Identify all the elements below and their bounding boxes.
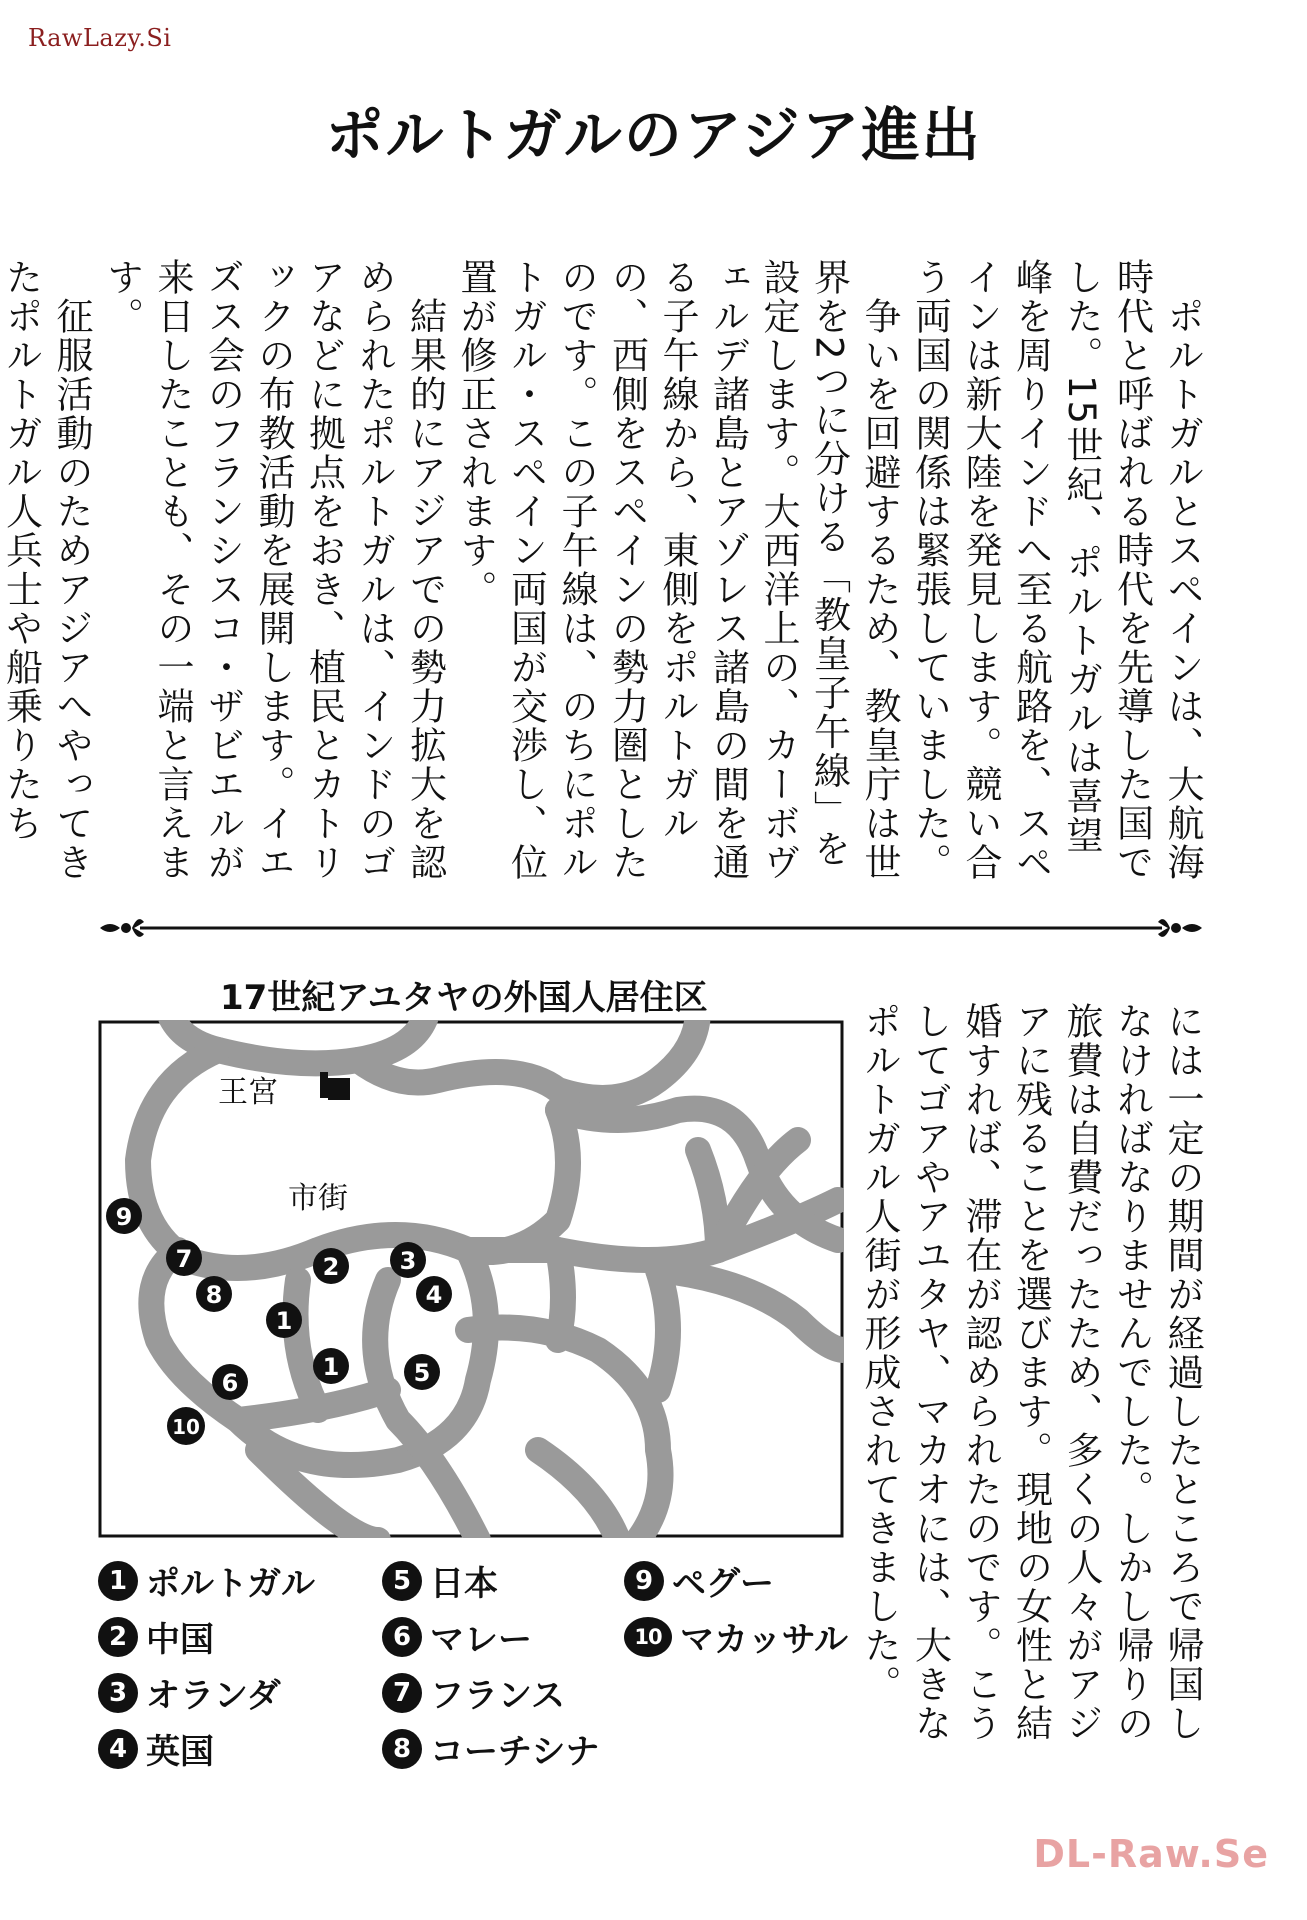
legend-number: 4 bbox=[98, 1729, 138, 1769]
legend-label: 中国 bbox=[146, 1620, 214, 1660]
body-text-top: ポルトガルとスペインは、大航海時代と呼ばれる時代を先導した国でした。15世紀、ポルトガルは喜望峰を周りインドへ至る航路を、スペインは新大陸を発見します。競い合う両国の関係は緊張していました。 争いを回避するため、教皇庁は世界を2つに分ける「教皇子午線」を設定します。大西洋上の、カーボヴェルデ諸島とアゾレス諸島の間を通る子午線から、東側をポルトガルの、西側をスペインの勢力圏としたのです。この子午線は、のちにポルトガル・スペイン両国が交渉し、位置が修正されます。 結果的にアジアでの勢力拡大を認められたポルトガルは、インドのゴアなどに拠点をおき、植民とカトリックの布教活動を展開します。イエズス会のフランシスコ・ザビエルが来日したことも、その一端と言えます。 征服活動のためアジアへやってきたポルトガル人兵士や船乗りたち bbox=[0, 258, 1204, 882]
city-label: 市街 bbox=[288, 1181, 348, 1216]
legend-number: 1 bbox=[98, 1561, 138, 1601]
legend-item bbox=[98, 1724, 214, 1773]
body-text-bottom: には一定の期間が経過したところで帰国しなければなりませんでした。しかし帰りの旅費は自費だったため、多くの人々がアジアに残ることを選びます。現地の女性と結婚すれば、滞在が認められたのです。こうしてゴアやアユタヤ、マカオには、大きなポルトガル人街が形成されてきました。 bbox=[858, 1002, 1204, 1743]
legend-number: 7 bbox=[382, 1673, 422, 1713]
legend-item bbox=[624, 1556, 774, 1605]
map-marker-1b bbox=[313, 1348, 349, 1384]
map-marker-6 bbox=[212, 1364, 248, 1400]
legend-label: フランス bbox=[430, 1676, 565, 1716]
legend-item bbox=[382, 1556, 498, 1605]
legend-label: コーチシナ bbox=[430, 1732, 600, 1772]
svg-text:5: 5 bbox=[413, 1359, 431, 1387]
legend-item bbox=[382, 1724, 599, 1773]
legend-number: 8 bbox=[382, 1729, 422, 1769]
svg-text:6: 6 bbox=[221, 1369, 239, 1397]
svg-text:10: 10 bbox=[172, 1415, 200, 1439]
svg-text:4: 4 bbox=[425, 1281, 443, 1309]
legend-item bbox=[98, 1668, 281, 1717]
svg-text:1: 1 bbox=[322, 1353, 340, 1381]
map-title: 17世紀アユタヤの外国人居住区 bbox=[220, 978, 708, 1018]
map-marker-3 bbox=[390, 1242, 426, 1278]
map-marker-2 bbox=[313, 1248, 349, 1284]
map-marker-1a bbox=[266, 1302, 302, 1338]
watermark-bottom: DL-Raw.Se bbox=[1033, 1832, 1269, 1876]
watermark-top: RawLazy.Si bbox=[28, 24, 172, 52]
ornamental-divider bbox=[96, 908, 1206, 948]
legend-label: 日本 bbox=[430, 1564, 498, 1604]
legend-label: ペグー bbox=[672, 1564, 774, 1604]
map-marker-8 bbox=[196, 1276, 232, 1312]
legend-item bbox=[382, 1612, 532, 1661]
legend-item bbox=[98, 1612, 214, 1661]
legend-number: 2 bbox=[98, 1617, 138, 1657]
legend-number: 6 bbox=[382, 1617, 422, 1657]
svg-text:3: 3 bbox=[399, 1247, 417, 1275]
page-title: ポルトガルのアジア進出 bbox=[325, 101, 982, 169]
svg-text:8: 8 bbox=[205, 1281, 223, 1309]
svg-text:9: 9 bbox=[115, 1203, 133, 1231]
map-marker-9 bbox=[106, 1198, 142, 1234]
map-marker-10 bbox=[167, 1407, 205, 1445]
svg-text:2: 2 bbox=[322, 1253, 340, 1281]
legend-number: 10 bbox=[624, 1617, 672, 1657]
map-legend bbox=[98, 1556, 858, 1776]
legend-label: マカッサル bbox=[680, 1620, 848, 1660]
legend-label: オランダ bbox=[146, 1676, 281, 1716]
map-marker-7 bbox=[166, 1240, 202, 1276]
map-marker-5 bbox=[404, 1354, 440, 1390]
svg-text:7: 7 bbox=[175, 1245, 193, 1273]
legend-item bbox=[382, 1668, 565, 1717]
legend-label: マレー bbox=[430, 1620, 532, 1660]
legend-number: 5 bbox=[382, 1561, 422, 1601]
svg-text:1: 1 bbox=[275, 1307, 293, 1335]
legend-number: 3 bbox=[98, 1673, 138, 1713]
legend-number: 9 bbox=[624, 1561, 664, 1601]
ayutthaya-map bbox=[98, 1020, 844, 1538]
legend-item bbox=[98, 1556, 315, 1605]
legend-label: 英国 bbox=[146, 1732, 214, 1772]
palace-label: 王宮 bbox=[218, 1075, 278, 1110]
map-marker-4 bbox=[416, 1276, 452, 1312]
legend-label: ポルトガル bbox=[146, 1564, 315, 1604]
